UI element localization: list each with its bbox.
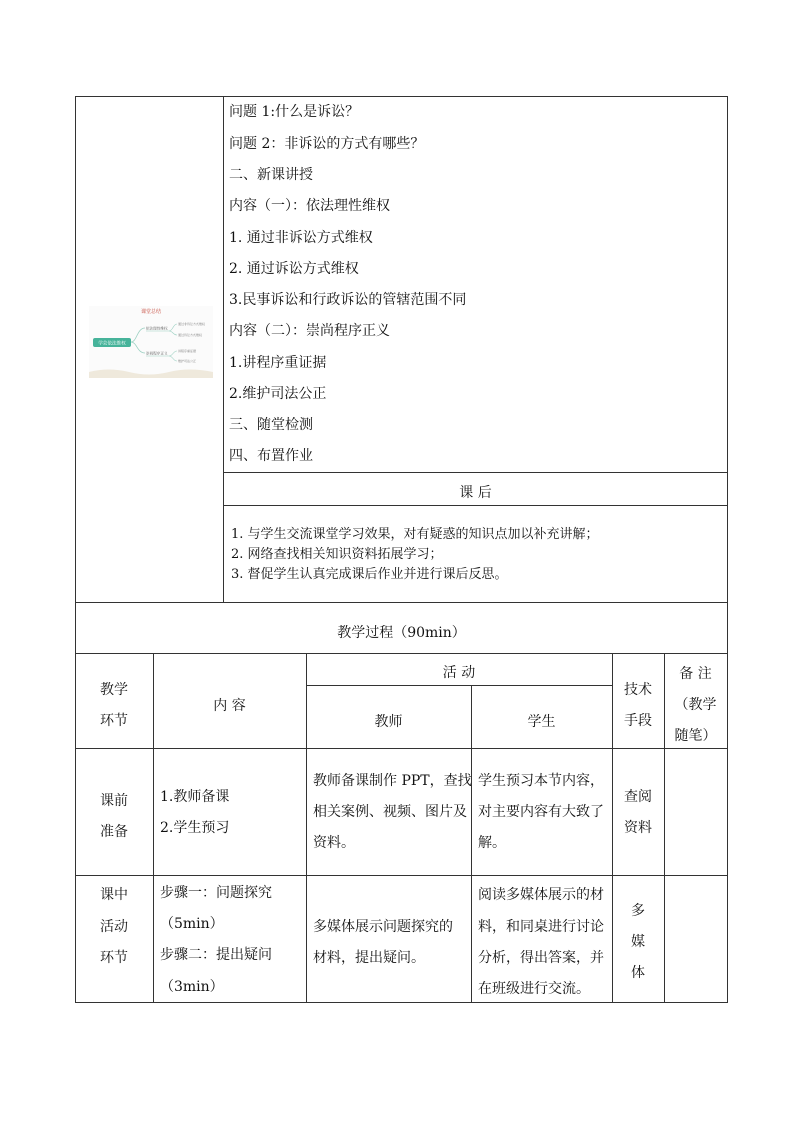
after-class-item: 2. 网络查找相关知识资料拓展学习；	[231, 547, 443, 562]
mindmap-graphic	[89, 306, 213, 378]
lesson-line: 二、新课讲授	[229, 167, 313, 183]
row-tech: 资料	[624, 820, 652, 836]
header-tech: 技术	[624, 682, 652, 698]
lesson-line: 3.民事诉讼和行政诉讼的管辖范围不同	[229, 292, 467, 308]
mindmap-branch-1: 依法理性维权	[146, 326, 168, 331]
row-content: （3min）	[160, 979, 224, 995]
header-content: 内 容	[213, 698, 246, 714]
row-tech: 体	[631, 965, 645, 981]
mindmap-leaf-4: 维护司法公正	[178, 359, 197, 363]
row-teacher: 相关案例、视频、图片及	[313, 804, 467, 820]
header-activity: 活 动	[442, 665, 476, 681]
row-stage: 准备	[100, 824, 128, 840]
after-class-item: 3. 督促学生认真完成课后作业并进行课后反思。	[231, 567, 508, 582]
header-tech: 手段	[624, 713, 652, 729]
row-tech: 媒	[631, 934, 645, 950]
row-tech: 查阅	[624, 789, 652, 805]
summary-mindmap-image	[89, 306, 213, 378]
row-content: 2.学生预习	[160, 820, 230, 836]
row-stage: 课中	[100, 887, 128, 903]
lesson-line: 问题 2：非诉讼的方式有哪些？	[229, 136, 425, 152]
lesson-line: 1.讲程序重证据	[229, 355, 327, 371]
lesson-line: 2. 通过诉讼方式维权	[229, 261, 359, 277]
lesson-line: 四、布置作业	[229, 448, 313, 464]
row-tech: 多	[631, 903, 645, 919]
row-student: 对主要内容有大致了	[478, 804, 604, 820]
row-content: 1.教师备课	[160, 789, 230, 805]
mindmap-center: 学会依法维权	[98, 341, 126, 347]
header-student: 学生	[527, 714, 556, 730]
row-teacher: 资料。	[313, 835, 355, 851]
row-teacher: 材料，提出疑问。	[313, 950, 425, 966]
header-note: 备 注	[679, 666, 712, 682]
row-student: 分析，得出答案，并	[478, 950, 604, 966]
process-title: 教学过程（90min）	[337, 625, 466, 641]
mindmap-leaf-3: 讲程序重证据	[178, 349, 197, 353]
mindmap-title: 课堂总结	[140, 309, 162, 315]
lesson-line: 内容（二）：崇尚程序正义	[229, 323, 390, 339]
row-student: 解。	[478, 835, 506, 851]
row-student: 学生预习本节内容，	[478, 773, 604, 789]
lesson-line: 2.维护司法公正	[229, 386, 327, 402]
header-stage: 教学	[100, 682, 128, 698]
row-stage: 活动	[100, 919, 128, 935]
row-stage: 课前	[100, 793, 128, 809]
row-student: 阅读多媒体展示的材	[478, 887, 604, 903]
lesson-line: 内容（一）：依法理性维权	[229, 198, 390, 214]
mindmap-leaf-1: 通过非诉讼方式维权	[178, 322, 206, 326]
lesson-line: 三、随堂检测	[229, 417, 313, 433]
row-teacher: 教师备课制作 PPT，查找	[313, 773, 472, 789]
mindmap-leaf-2: 通过诉讼方式维权	[178, 333, 203, 337]
row-content: 步骤一：问题探究	[160, 885, 272, 901]
row-stage: 环节	[100, 950, 128, 966]
header-stage: 环节	[100, 713, 128, 729]
header-note: 随笔）	[674, 728, 717, 744]
mindmap-branch-2: 崇尚程序正义	[146, 351, 168, 356]
lesson-line: 1. 通过非诉讼方式维权	[229, 230, 373, 246]
row-content: （5min）	[160, 916, 224, 932]
after-class-title: 课 后	[459, 485, 492, 501]
header-note: （教学	[674, 697, 717, 713]
after-class-item: 1. 与学生交流课堂学习效果，对有疑惑的知识点加以补充讲解；	[231, 527, 599, 542]
header-teacher: 教师	[374, 714, 403, 730]
lesson-line: 问题 1:什么是诉讼？	[229, 104, 360, 120]
row-content: 步骤二：提出疑问	[160, 947, 272, 963]
row-teacher: 多媒体展示问题探究的	[313, 919, 453, 935]
row-student: 料，和同桌进行讨论	[478, 919, 604, 935]
row-student: 在班级进行交流。	[478, 981, 590, 997]
